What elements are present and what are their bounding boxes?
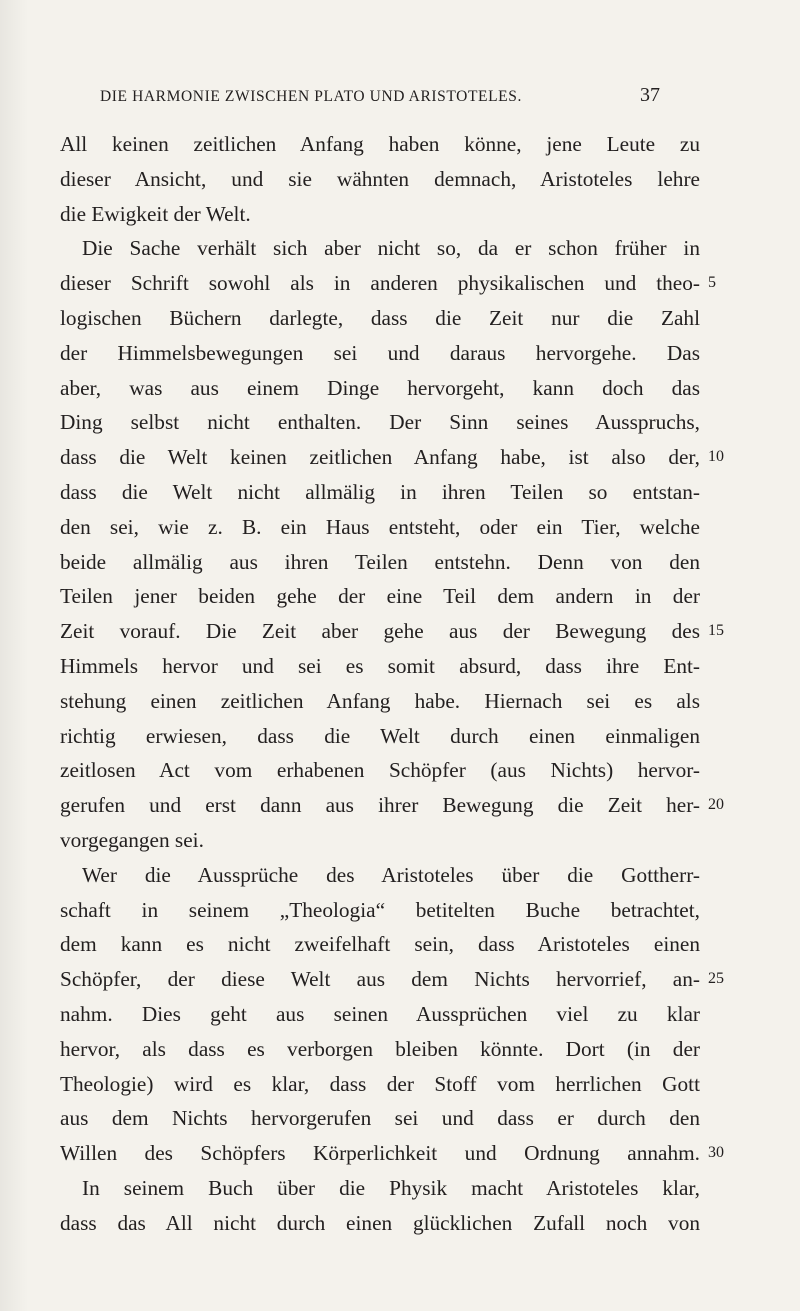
body-text [60, 127, 724, 1241]
text-line: aus dem Nichts hervorgerufen sei und dass er durch den [60, 1106, 700, 1131]
text-line: zeitlosen Act vom erhabenen Schöpfer (aus Nichts) hervor- [60, 758, 700, 783]
running-header [100, 84, 660, 112]
text-line: nahm. Dies geht aus seinen Aussprüchen viel zu klar [60, 1001, 700, 1026]
text-line: Schöpfer, der diese Welt aus dem Nichts hervorrief, an- [60, 967, 700, 992]
line-number-marker: 20 [708, 796, 724, 814]
text-line: logischen Büchern darlegte, dass die Zeit nur die Zahl [60, 305, 700, 330]
text-line: stehung einen zeitlichen Anfang habe. Hiernach sei es als [60, 688, 700, 713]
text-line: dass die Welt keinen zeitlichen Anfang habe, ist also der, [60, 445, 700, 470]
text-line: All keinen zeitlichen Anfang haben könne, jene Leute zu [60, 132, 700, 156]
text-line: dass die Welt nicht allmälig in ihren Teilen so entstan- [60, 479, 700, 504]
text-line: dem kann es nicht zweifelhaft sein, dass Aristoteles einen [60, 932, 700, 957]
running-title: DIE HARMONIE ZWISCHEN PLATO UND ARISTOTELES. [100, 88, 522, 105]
line-number-marker: 5 [708, 274, 716, 292]
line-number-marker: 15 [708, 622, 724, 640]
text-line: Willen des Schöpfers Körperlichkeit und Ordnung annahm. [60, 1141, 700, 1166]
text-line: Himmels hervor und sei es somit absurd, dass ihre Ent- [60, 653, 700, 678]
line-number-marker: 10 [708, 448, 724, 466]
text-line: Ding selbst nicht enthalten. Der Sinn seines Ausspruchs, [60, 410, 700, 435]
text-line: aber, was aus einem Dinge hervorgeht, kann doch das [60, 375, 700, 400]
page-number: 37 [640, 84, 660, 106]
text-line: Teilen jener beiden gehe der eine Teil dem andern in der [60, 584, 700, 609]
text-line: dass das All nicht durch einen glücklichen Zufall noch von [60, 1210, 700, 1235]
text-line: hervor, als dass es verborgen bleiben könnte. Dort (in der [60, 1036, 700, 1061]
text-line: die Ewigkeit der Welt. [60, 201, 251, 226]
text-line: richtig erwiesen, dass die Welt durch einen einmaligen [60, 723, 700, 748]
line-number-marker: 30 [708, 1144, 724, 1162]
text-line: vorgegangen sei. [60, 827, 204, 852]
text-line: beide allmälig aus ihren Teilen entstehn. Denn von den [60, 549, 700, 574]
text-line: dieser Ansicht, und sie wähnten demnach, Aristoteles lehre [60, 166, 700, 191]
text-line: Wer die Aussprüche des Aristoteles über die Gottherr- [82, 862, 700, 887]
text-line: Theologie) wird es klar, dass der Stoff vom herrlichen Gott [60, 1071, 700, 1096]
text-line: In seinem Buch über die Physik macht Aristoteles klar, [82, 1175, 700, 1200]
text-line: schaft in seinem „Theologia“ betitelten Buche betrachtet, [60, 897, 700, 922]
text-line: den sei, wie z. B. ein Haus entsteht, oder ein Tier, welche [60, 514, 700, 539]
text-line: dieser Schrift sowohl als in anderen physikalischen und theo- [60, 271, 700, 296]
text-line: gerufen und erst dann aus ihrer Bewegung die Zeit her- [60, 793, 700, 818]
text-line: Die Sache verhält sich aber nicht so, da er schon früher in [82, 236, 700, 261]
line-number-marker: 25 [708, 970, 724, 988]
text-line: Zeit vorauf. Die Zeit aber gehe aus der Bewegung des [60, 619, 700, 644]
text-line: der Himmelsbewegungen sei und daraus hervorgehe. Das [60, 340, 700, 365]
